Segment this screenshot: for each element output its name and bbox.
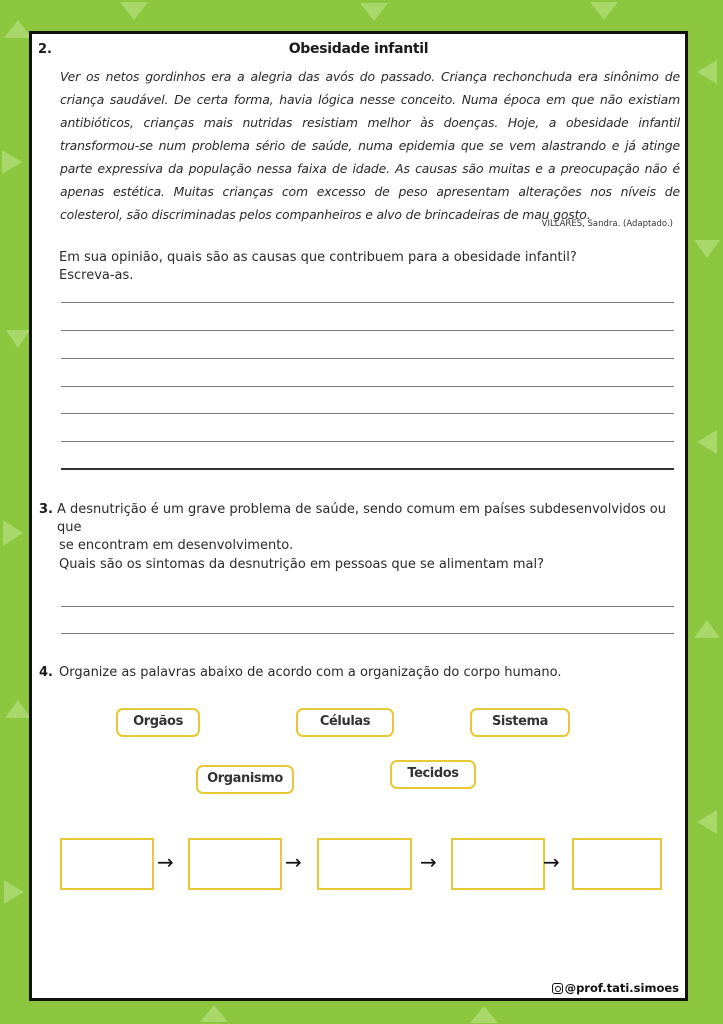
answer-line[interactable] bbox=[61, 441, 674, 442]
answer-line[interactable] bbox=[61, 633, 674, 634]
sequence-slot-4[interactable] bbox=[451, 838, 545, 890]
question-2-line-1: Em sua opinião, quais são as causas que contribuem para a obesidade infantil? bbox=[59, 250, 577, 265]
author-handle: @prof.tati.simoes bbox=[564, 981, 679, 995]
question-2-number: 2. bbox=[38, 42, 52, 57]
question-3-prompt: Quais são os sintomas da desnutrição em pessoas que se alimentam mal? bbox=[59, 557, 544, 572]
question-3-statement bbox=[57, 501, 685, 555]
passage-text: Ver os netos gordinhos era a alegria das avós do passado. Criança rechonchuda era sinônimo de criança saudável. De certa forma, havia lógica nesse conceito. Numa época em que não existiam antibióticos, crianças mais nutridas resistiam melhor às doenças. Hoje, a obesidade infantil transformou-se num problema sério de saúde, numa epidemia que se vem alastrando e já atinge parte expressiva da população nessa faixa de idade. As causas são muitas e a preocupação não é apenas estética. Muitas crianças com excesso de peso apresentam alterações nos níveis de colesterol, são discriminadas pelos companheiros e alvo de brincadeiras de mau gosto. bbox=[60, 69, 680, 222]
answer-line[interactable] bbox=[61, 468, 674, 470]
worksheet-page bbox=[29, 31, 688, 1001]
question-2-line-2: Escreva-as. bbox=[59, 268, 134, 283]
answer-line[interactable] bbox=[61, 386, 674, 387]
arrow-right-icon: → bbox=[543, 850, 560, 874]
instagram-icon bbox=[552, 983, 563, 994]
answer-line[interactable] bbox=[61, 330, 674, 331]
word-card-orgaos[interactable]: Orgãos bbox=[116, 708, 200, 737]
question-3-line-1: A desnutrição é um grave problema de saúde, sendo comum em países subdesenvolvidos ou que bbox=[57, 502, 666, 535]
answer-line[interactable] bbox=[61, 413, 674, 414]
passage-source: VILLARES, Sandra. (Adaptado.) bbox=[541, 219, 673, 229]
arrow-right-icon: → bbox=[285, 850, 302, 874]
passage-title: Obesidade infantil bbox=[288, 41, 429, 57]
arrow-right-icon: → bbox=[420, 850, 437, 874]
answer-line[interactable] bbox=[61, 606, 674, 607]
question-2-prompt bbox=[59, 249, 577, 285]
question-3-number: 3. bbox=[39, 502, 53, 517]
word-card-sistema[interactable]: Sistema bbox=[470, 708, 570, 737]
sequence-slot-2[interactable] bbox=[188, 838, 282, 890]
question-4-number: 4. bbox=[39, 665, 53, 680]
question-3-line-2: se encontram em desenvolvimento. bbox=[59, 538, 294, 553]
question-4-instruction: Organize as palavras abaixo de acordo com a organização do corpo humano. bbox=[59, 665, 562, 680]
answer-line[interactable] bbox=[61, 358, 674, 359]
sequence-slot-5[interactable] bbox=[572, 838, 662, 890]
sequence-slot-1[interactable] bbox=[60, 838, 154, 890]
word-card-tecidos[interactable]: Tecidos bbox=[390, 760, 476, 789]
word-card-celulas[interactable]: Células bbox=[296, 708, 394, 737]
answer-line[interactable] bbox=[61, 302, 674, 303]
author-credit[interactable] bbox=[552, 981, 679, 995]
sequence-slot-3[interactable] bbox=[317, 838, 412, 890]
word-card-organismo[interactable]: Organismo bbox=[196, 765, 294, 794]
arrow-right-icon: → bbox=[157, 850, 174, 874]
